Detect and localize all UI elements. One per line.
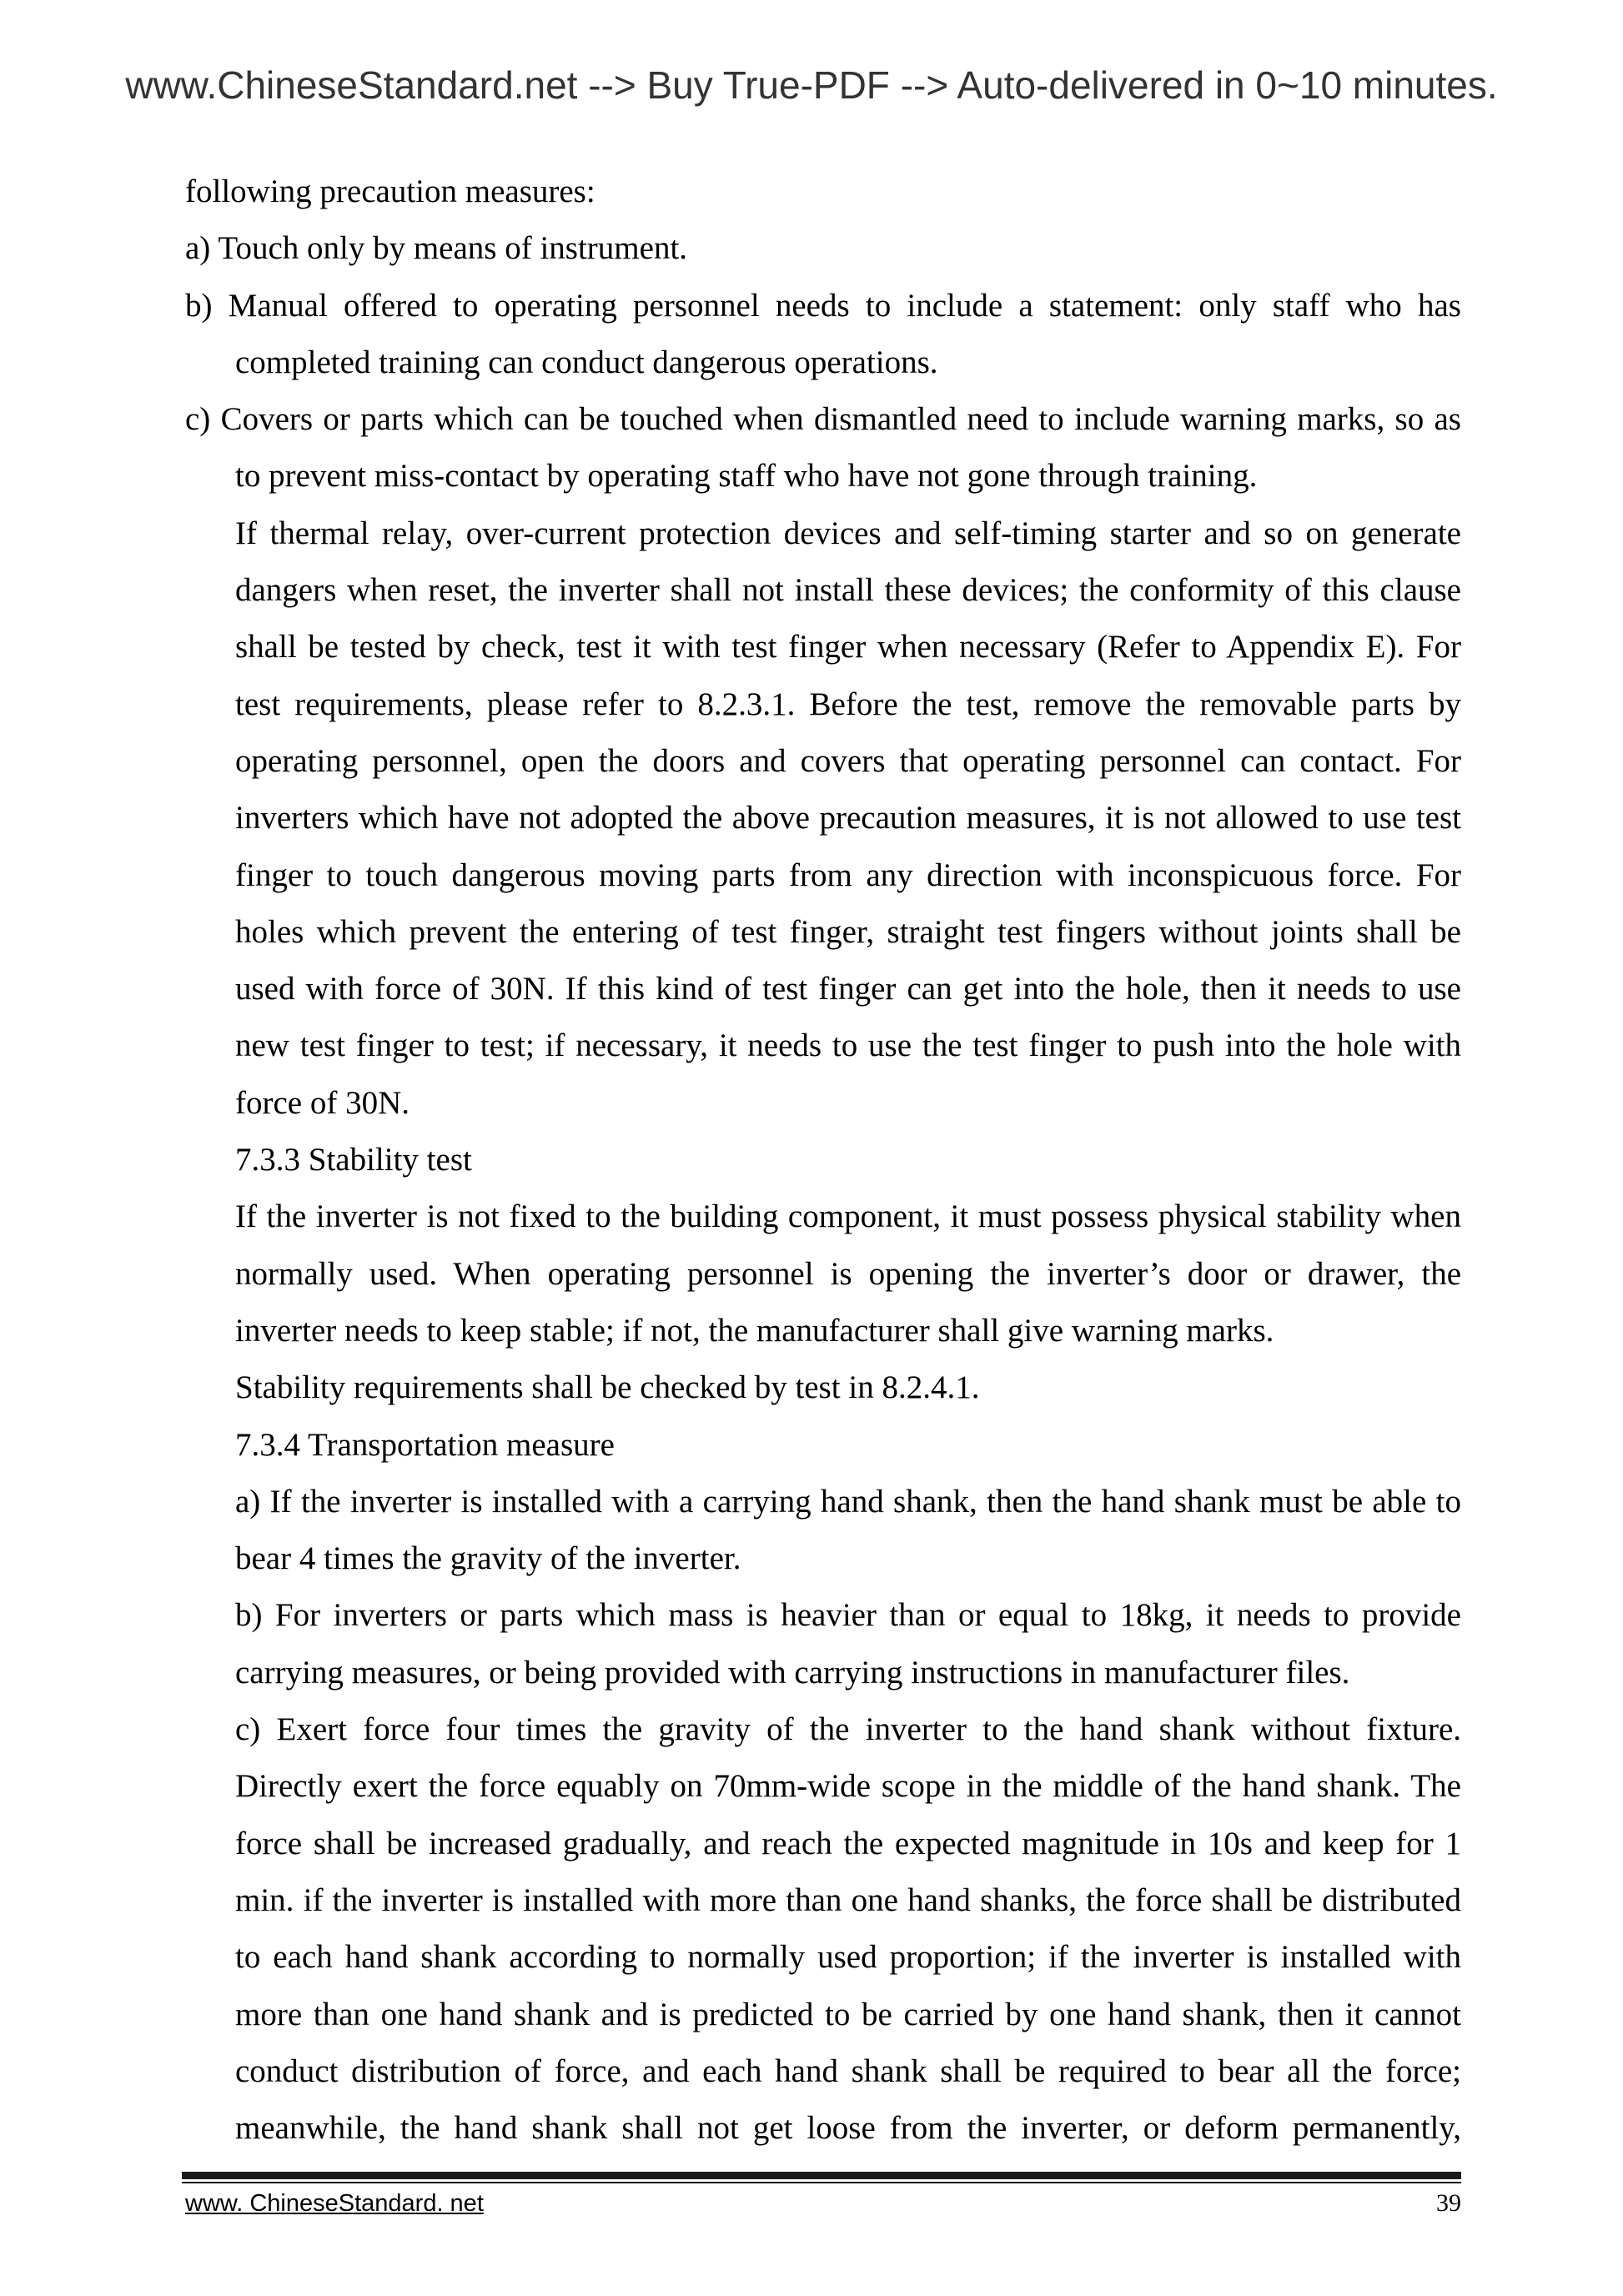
list-item-b: b) Manual offered to operating personnel needs to include a statement: only staff who has	[185, 287, 1461, 324]
paragraph-line: c) Exert force four times the gravity of the inverter to the hand shank without fixture.	[235, 1711, 1461, 1748]
paragraph-line: operating personnel, open the doors and covers that operating personnel can contact. For	[235, 742, 1461, 779]
page-number: 39	[1436, 2189, 1461, 2217]
paragraph-line: inverters which have not adopted the above precaution measures, it is not allowed to use test	[235, 800, 1461, 837]
paragraph-line: used with force of 30N. If this kind of test finger can get into the hole, then it needs to use	[235, 971, 1461, 1007]
paragraph-line: new test finger to test; if necessary, it needs to use the test finger to push into the hole with	[235, 1027, 1461, 1064]
footer-site-link[interactable]: www. ChineseStandard. net	[185, 2190, 484, 2217]
paragraph-line: conduct distribution of force, and each hand shank shall be required to bear all the force;	[235, 2052, 1461, 2089]
body-line: following precaution measures:	[185, 173, 595, 209]
paragraph-line: to each hand shank according to normally used proportion; if the inverter is installed with	[235, 1939, 1461, 1976]
list-item-c: c) Covers or parts which can be touched when dismantled need to include warning marks, so as	[185, 401, 1461, 438]
paragraph-line: a) If the inverter is installed with a carrying hand shank, then the hand shank must be able to	[235, 1483, 1461, 1520]
section-heading-7-3-4: 7.3.4 Transportation measure	[235, 1426, 615, 1463]
paragraph-line: finger to touch dangerous moving parts from any direction with inconspicuous force. For	[235, 857, 1461, 893]
paragraph-line: If thermal relay, over-current protection devices and self-timing starter and so on generate	[235, 515, 1461, 551]
body-line: completed training can conduct dangerous operations.	[235, 344, 938, 380]
paragraph-line: Directly exert the force equably on 70mm-wide scope in the middle of the hand shank. The	[235, 1768, 1461, 1805]
header-banner: www.ChineseStandard.net --> Buy True-PDF --> Auto-delivered in 0~10 minutes.	[125, 63, 1498, 107]
body-line: to prevent miss-contact by operating staff who have not gone through training.	[235, 458, 1258, 495]
paragraph-line: inverter needs to keep stable; if not, the manufacturer shall give warning marks.	[235, 1312, 1274, 1349]
document-body	[185, 163, 1461, 2157]
paragraph-line: meanwhile, the hand shank shall not get loose from the inverter, or deform permanently,	[235, 2110, 1461, 2147]
paragraph-line: normally used. When operating personnel is opening the inverter’s door or drawer, the	[235, 1255, 1461, 1292]
paragraph-line: carrying measures, or being provided with carrying instructions in manufacturer files.	[235, 1654, 1350, 1691]
section-heading-7-3-3: 7.3.3 Stability test	[235, 1142, 472, 1178]
paragraph-line: shall be tested by check, test it with test finger when necessary (Refer to Appendix E). For	[235, 629, 1461, 666]
footer-divider	[182, 2172, 1461, 2179]
footer-divider-thin	[182, 2182, 1461, 2183]
paragraph-line: Stability requirements shall be checked by test in 8.2.4.1.	[235, 1369, 980, 1406]
paragraph-line: min. if the inverter is installed with more than one hand shanks, the force shall be distributed	[235, 1882, 1461, 1918]
paragraph-line: more than one hand shank and is predicted to be carried by one hand shank, then it cannot	[235, 1996, 1461, 2032]
list-item-a: a) Touch only by means of instrument.	[185, 230, 688, 267]
paragraph-line: dangers when reset, the inverter shall not install these devices; the conformity of this clause	[235, 572, 1461, 609]
paragraph-line: force shall be increased gradually, and reach the expected magnitude in 10s and keep for 1	[235, 1825, 1461, 1861]
paragraph-line: If the inverter is not fixed to the building component, it must possess physical stability when	[235, 1198, 1461, 1235]
paragraph-line: b) For inverters or parts which mass is heavier than or equal to 18kg, it needs to provide	[235, 1597, 1461, 1634]
paragraph-line: test requirements, please refer to 8.2.3.1. Before the test, remove the removable parts by	[235, 686, 1461, 722]
paragraph-line: bear 4 times the gravity of the inverter.	[235, 1540, 741, 1577]
paragraph-line: force of 30N.	[235, 1084, 410, 1121]
paragraph-line: holes which prevent the entering of test finger, straight test fingers without joints shall be	[235, 913, 1461, 950]
